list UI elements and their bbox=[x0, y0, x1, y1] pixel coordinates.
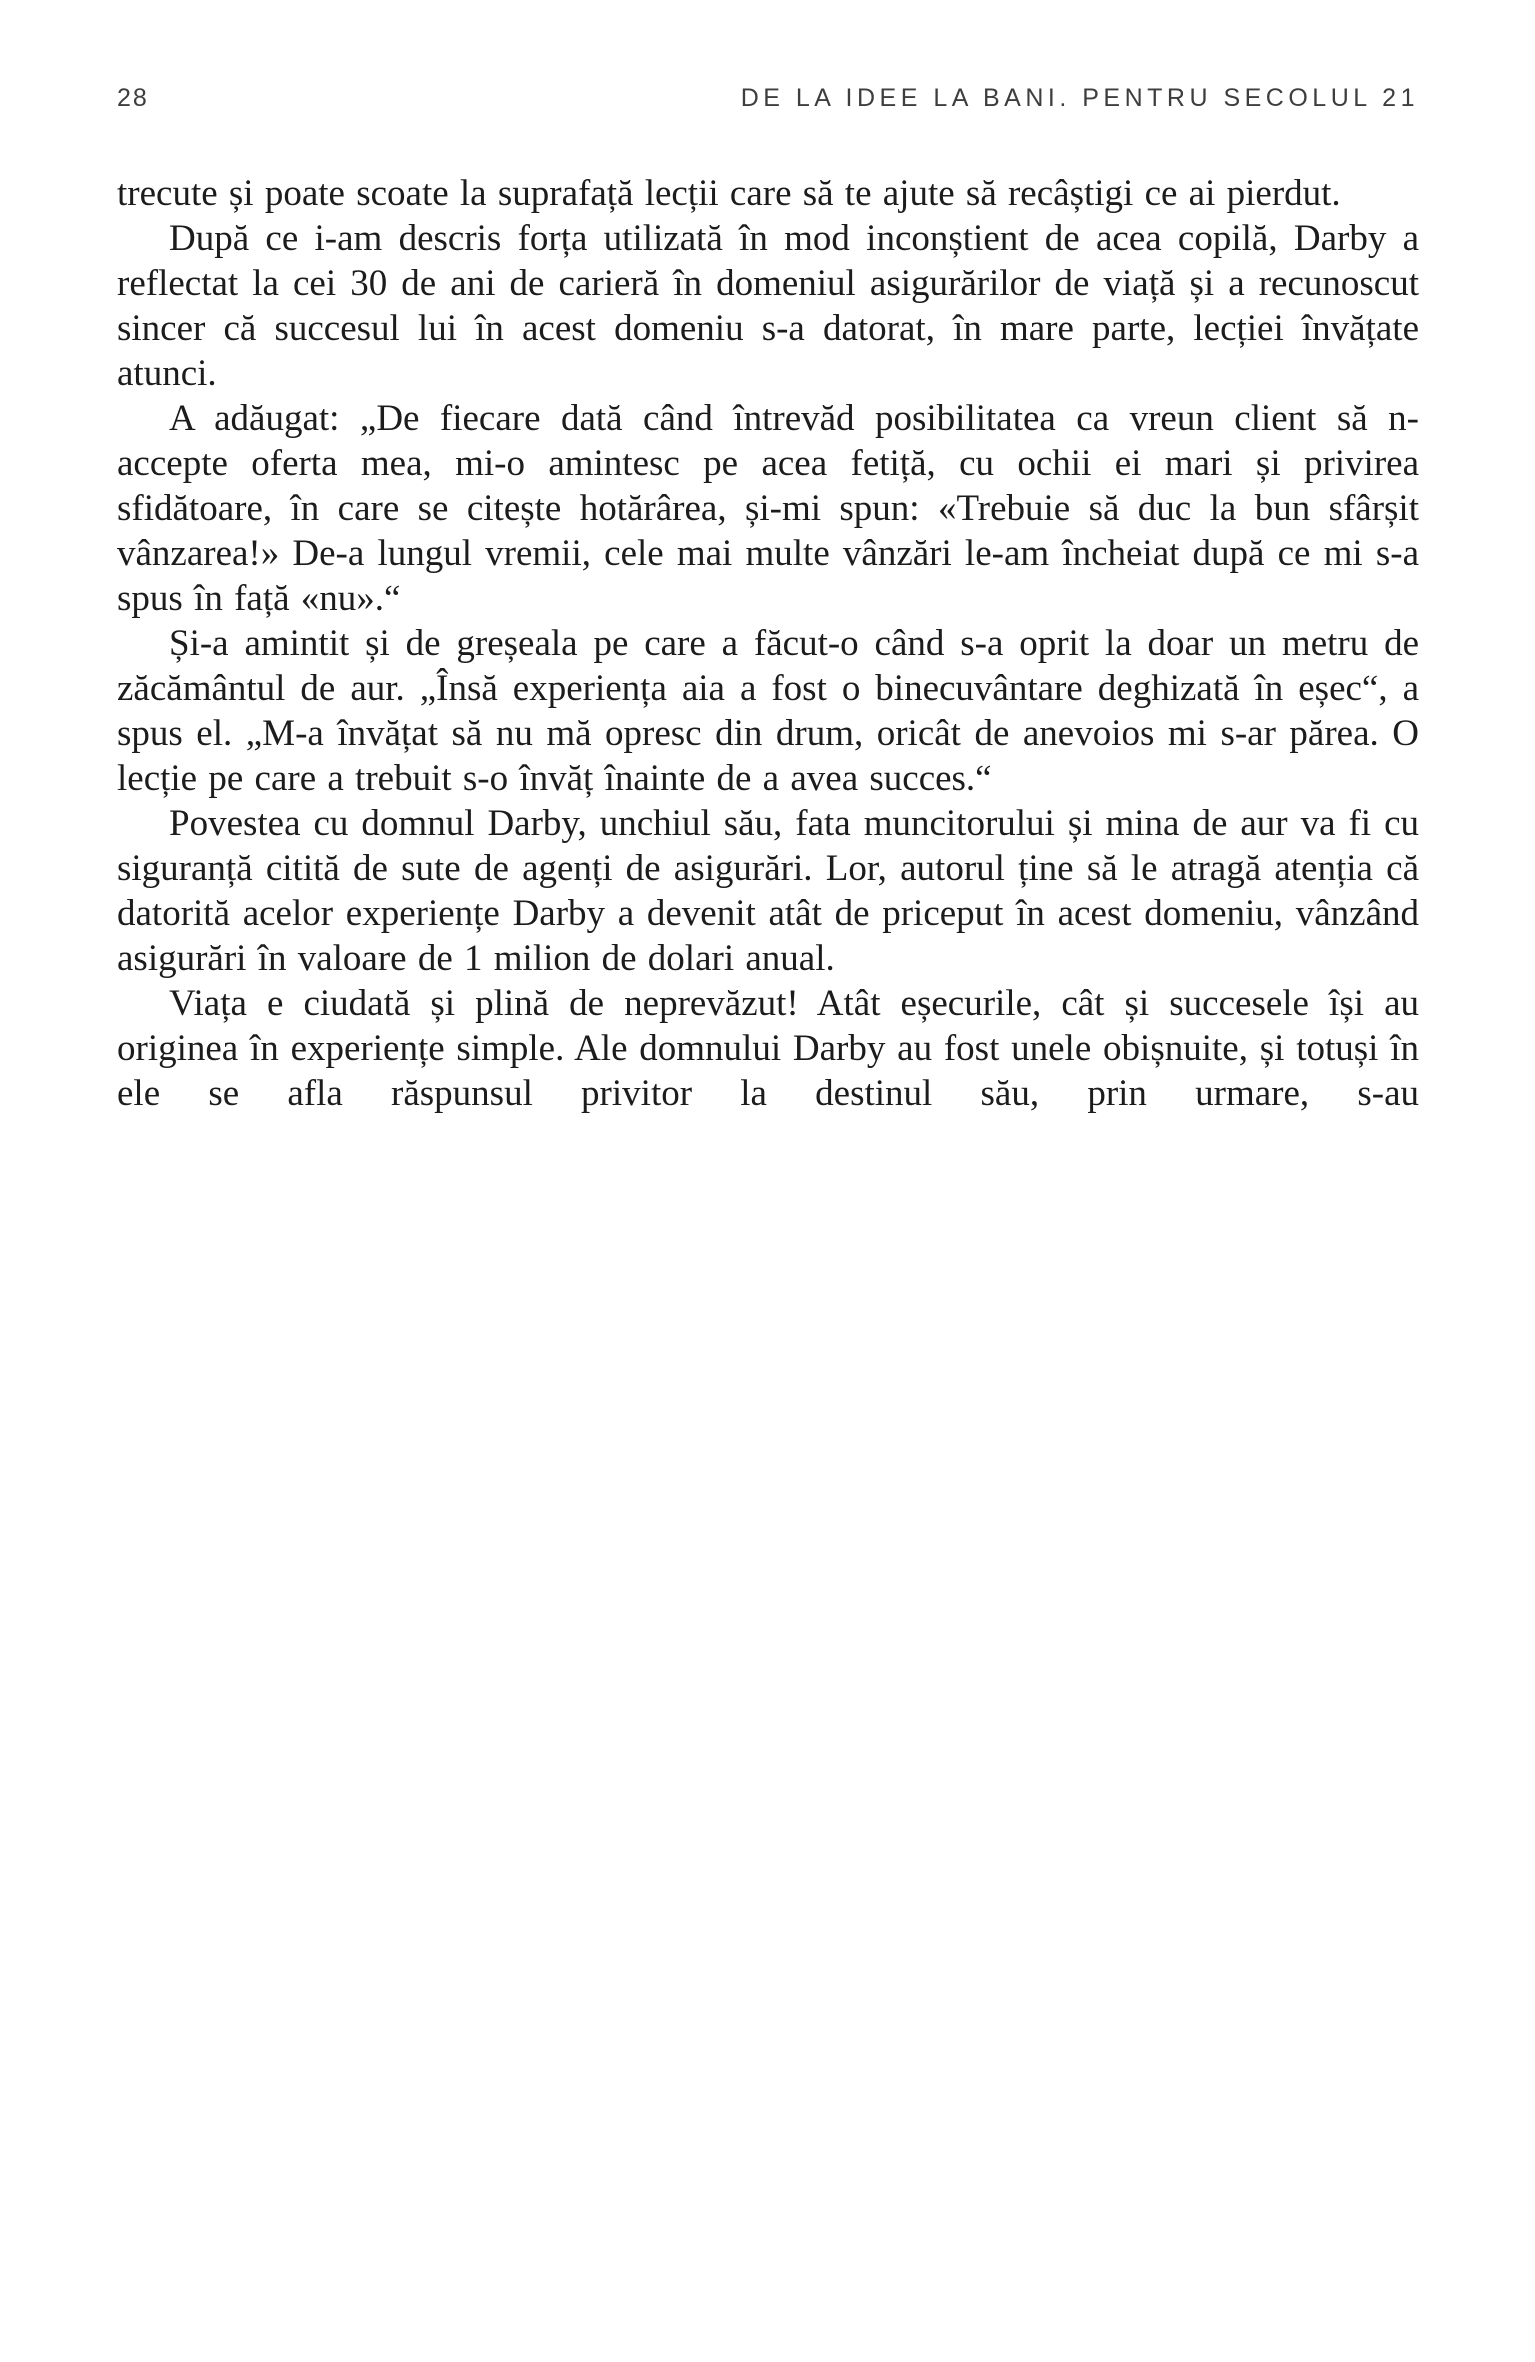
page-header bbox=[117, 84, 1419, 113]
paragraph: Și-a amintit și de greșeala pe care a făcut-o când s-a oprit la doar un metru de zăcământul de aur. „Însă experiența aia a fost o binecuvântare deghizată în eșec“, a spus el. „M-a învățat să nu mă opresc din drum, oricât de anevoios mi s-ar părea. O lecție pe care a trebuit s-o învăț înainte de a avea succes.“ bbox=[117, 623, 1419, 799]
page-number: 28 bbox=[117, 84, 149, 112]
running-title: DE LA IDEE LA BANI. PENTRU SECOLUL 21 bbox=[740, 84, 1419, 112]
page-body bbox=[117, 171, 1419, 1116]
paragraph-continuation: trecute și poate scoate la suprafață lecții care să te ajute să recâștigi ce ai pierdut. bbox=[117, 173, 1341, 214]
paragraph: Povestea cu domnul Darby, unchiul său, fata muncitorului și mina de aur va fi cu siguranță citită de sute de agenți de asigurări. Lor, autorul ține să le atragă atenția că datorită acelor experiențe Darby a devenit atât de priceput în acest domeniu, vânzând asigurări în valoare de 1 milion de dolari anual. bbox=[117, 803, 1419, 979]
paragraph: După ce i-am descris forța utilizată în mod inconștient de acea copilă, Darby a reflectat la cei 30 de ani de carieră în domeniul asigurărilor de viață și a recunoscut sincer că succesul lui în acest domeniu s-a datorat, în mare parte, lecției învățate atunci. bbox=[117, 218, 1419, 394]
paragraph: A adăugat: „De fiecare dată când întrevăd posibilitatea ca vreun client să n-accepte oferta mea, mi-o amintesc pe acea fetiță, cu ochii ei mari și privirea sfidătoare, în care se citește hotărârea, și-mi spun: «Trebuie să duc la bun sfârșit vânzarea!» De-a lungul vremii, cele mai multe vânzări le-am încheiat după ce mi s-a spus în față «nu».“ bbox=[117, 398, 1419, 619]
paragraph-runover: Viața e ciudată și plină de neprevăzut! Atât eșecurile, cât și succesele își au originea în experiențe simple. Ale domnului Darby au fost unele obișnuite, și totuși în ele se afla răspunsul privitor la destinul său, prin urmare, s-au bbox=[117, 983, 1419, 1114]
